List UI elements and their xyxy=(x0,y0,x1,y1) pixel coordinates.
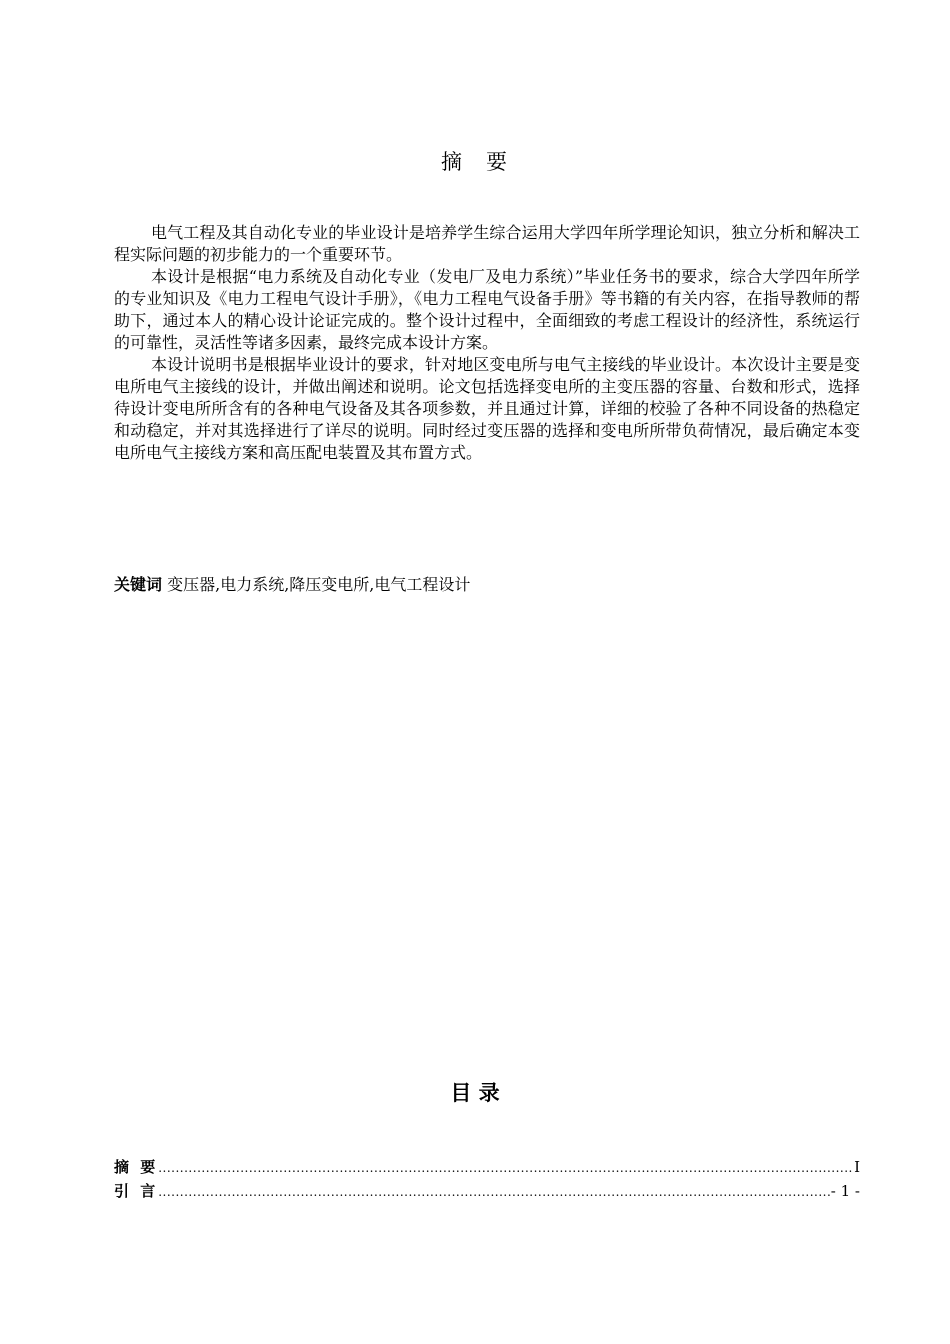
keywords-label: 关键词 xyxy=(114,575,163,594)
toc-entry-label: 摘 要 xyxy=(114,1158,159,1176)
toc-leader-dots xyxy=(158,1185,830,1199)
toc-entry[interactable] xyxy=(114,1156,860,1180)
toc-entry-page: - 1 - xyxy=(830,1182,860,1200)
abstract-paragraph-2: 本设计是根据“电力系统及自动化专业（发电厂及电力系统）”毕业任务书的要求，综合大学四年所学的专业知识及《电力工程电气设计手册》，《电力工程电气设备手册》等书籍的有关内容，在指导教师的帮助下，通过本人的精心设计论证完成的。整个设计过程中，全面细致的考虑工程设计的经济性，系统运行的可靠性，灵活性等诸多因素，最终完成本设计方案。 xyxy=(114,267,860,352)
toc-entry-label: 引 言 xyxy=(114,1182,159,1200)
abstract-title-part2: 要 xyxy=(486,150,509,174)
abstract-body xyxy=(114,222,860,464)
toc-entry-page: I xyxy=(854,1158,860,1176)
toc-leader-dots xyxy=(158,1161,853,1175)
keywords-text: 变压器,电力系统,降压变电所,电气工程设计 xyxy=(167,575,471,594)
abstract-paragraph-1: 电气工程及其自动化专业的毕业设计是培养学生综合运用大学四年所学理论知识，独立分析和解决工程实际问题的初步能力的一个重要环节。 xyxy=(114,223,860,264)
abstract-title-part1: 摘 xyxy=(441,150,464,174)
keywords-line xyxy=(114,574,470,596)
table-of-contents xyxy=(114,1156,860,1204)
toc-title: 目 录 xyxy=(450,1081,500,1105)
toc-entry[interactable] xyxy=(114,1180,860,1204)
abstract-title xyxy=(0,146,950,176)
abstract-paragraph-3: 本设计说明书是根据毕业设计的要求，针对地区变电所与电气主接线的毕业设计。本次设计主要是变电所电气主接线的设计，并做出阐述和说明。论文包括选择变电所的主变压器的容量、台数和形式，选择待设计变电所所含有的各种电气设备及其各项参数，并且通过计算，详细的校验了各种不同设备的热稳定和动稳定，并对其选择进行了详尽的说明。同时经过变压器的选择和变电所所带负荷情况，最后确定本变电所电气主接线方案和高压配电装置及其布置方式。 xyxy=(114,355,860,462)
